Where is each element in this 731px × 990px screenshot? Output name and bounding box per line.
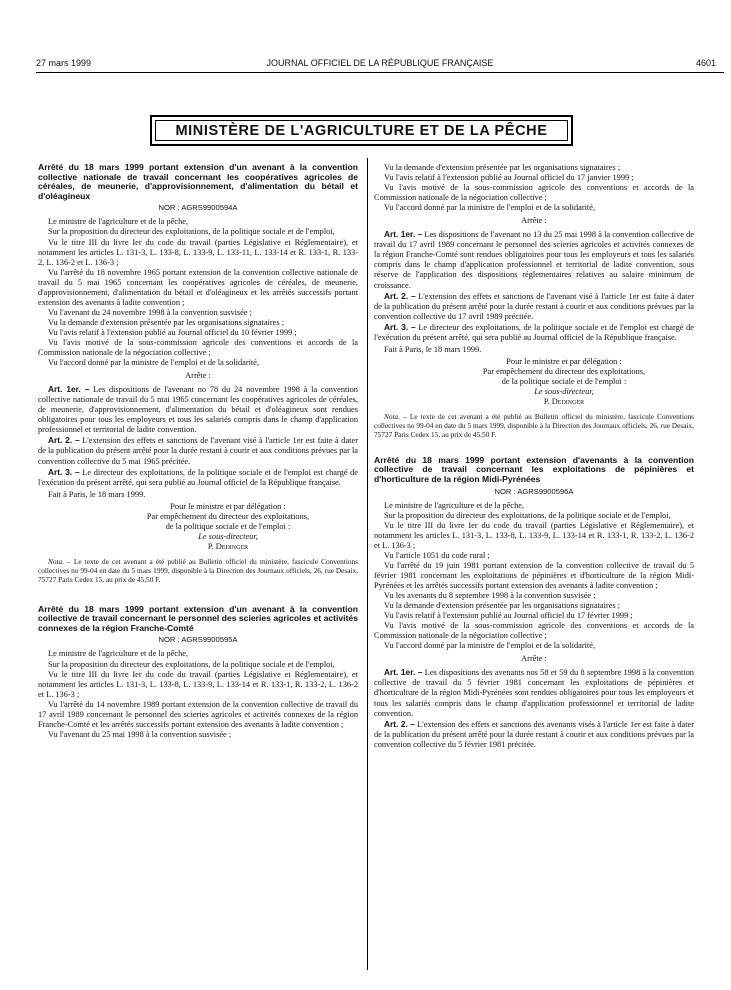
signature-line: Par empêchement du directeur des exploitations, xyxy=(146,511,310,521)
article-label: Art. 1er. – xyxy=(48,384,90,395)
decree-title: Arrêté du 18 mars 1999 portant extension d'un avenant à la convention collective de travail concernant le personnel des scieries agricoles et activités connexes de la région Franche-Comté xyxy=(38,603,358,633)
article-label: Art. 1er. – xyxy=(384,229,423,240)
paragraph: Vu l'accord donné par la ministre de l'emploi et de la solidarité, xyxy=(48,358,260,368)
article-text: L'extension des effets et sanctions de l'avenant visé à l'article 1er est faite à dater de la publication du présent arrêté pour la durée restant à courir et aux conditions prévues par la convention collective du 17 avril 1989 précitée. xyxy=(374,291,694,321)
signature-line: Pour le ministre et par délégation : xyxy=(506,356,622,366)
nor-reference: NOR : AGRS9900595A xyxy=(158,635,238,645)
signatory-name: P. Dedinger xyxy=(207,541,249,551)
article-label: Art. 1er. – xyxy=(384,667,423,678)
paragraph: Le ministre de l'agriculture et de la pêche, xyxy=(384,500,525,510)
article-text: L'extension des effets et sanctions de l'avenant visé à l'article 1er est faite à dater de la publication du présent arrêté pour la durée restant à courir et aux conditions prévues par la convention collective du 5 mai 1965 précitée. xyxy=(38,436,358,466)
nota: Nota. – Le texte de cet avenant a été publié au Bulletin officiel du ministère, fascicule Conventions collectives no 99-04 en date du 5 mars 1999, disponible à la Direction des Journaux officiels, 26, rue Desaix, 75727 Paris Cedex 15, au prix de 45,50 F. xyxy=(38,556,358,584)
paragraph: Vu l'avenant du 25 mai 1998 à la convention susvisée ; xyxy=(48,729,232,739)
article-text: Le directeur des exploitations, de la politique sociale et de l'emploi est chargé de l'exécution du présent arrêté, qui sera publié au Journal officiel de la République française. xyxy=(374,322,694,342)
nor-reference: NOR : AGRS9900594A xyxy=(158,203,238,213)
paragraph: Vu l'avis relatif à l'extension publié au Journal officiel du 17 janvier 1999 ; xyxy=(384,173,634,183)
ministry-title: MINISTÈRE DE L'AGRICULTURE ET DE LA PÊCHE xyxy=(155,120,568,141)
paragraph: Vu l'accord donné par la ministre de l'emploi et de la solidarité, xyxy=(384,641,596,651)
nor-reference: NOR : AGRS9900596A xyxy=(494,486,574,496)
paragraph: Vu l'avis relatif à l'extension publié au Journal officiel du 10 février 1999 ; xyxy=(48,327,297,337)
article xyxy=(374,291,694,322)
article-label: Art. 3. – xyxy=(48,466,80,477)
signature-block xyxy=(38,502,358,552)
paragraph: Vu le titre III du livre Ier du code du travail (parties Législative et Réglementaire), et notamment les articles L. 131-3, L. 133-8, L. 133-9, L. 133-14 et R. 133-1, R. 133-2, L. 136-2 et L. 136-3 ; xyxy=(374,520,694,550)
article xyxy=(374,229,694,290)
header-page-number: 4601 xyxy=(695,58,716,68)
decree-title: Arrêté du 18 mars 1999 portant extension d'avenants à la convention collective de travail concernant les exploitations de pépinières et d'horticulture de la région Midi-Pyrénées xyxy=(374,454,694,484)
article-text: L'extension des effets et sanctions des avenants visés à l'article 1er est faite à dater de la publication du présent arrêté pour la durée restant à courir et aux conditions prévues par la convention collective du 5 février 1981 précitée. xyxy=(374,719,694,749)
article xyxy=(38,467,358,488)
paragraph: Vu l'avis motivé de la sous-commission agricole des conventions et accords de la Commission nationale de la négociation collective ; xyxy=(374,183,694,203)
signature-title: Le sous-directeur, xyxy=(198,531,258,541)
fait-a-paris: Fait à Paris, le 18 mars 1999. xyxy=(384,344,482,354)
signature-title: Le sous-directeur, xyxy=(534,386,594,396)
signature-line: de la politique sociale et de l'emploi : xyxy=(501,376,627,386)
article-label: Art. 2. – xyxy=(384,290,416,301)
header-date: 27 mars 1999 xyxy=(36,58,92,68)
paragraph: Sur la proposition du directeur des exploitations, de la politique sociale et de l'emploi, xyxy=(48,659,335,669)
paragraph: Vu l'avis motivé de la sous-commission agricole des conventions et accords de la Commission nationale de la négociation collective ; xyxy=(374,621,694,641)
ministry-box xyxy=(150,115,573,146)
paragraph: Vu la demande d'extension présentée par les organisations signataires ; xyxy=(48,317,285,327)
paragraph: Vu le titre III du livre Ier du code du travail (parties Législative et Réglementaire), et notamment les articles L. 131-3, L. 133-8, L. 133-9, L. 133-14 et R. 133-1, R. 133-2, L. 136-2 et L. 136-3 ; xyxy=(38,669,358,699)
paragraph: Vu l'avenant du 24 novembre 1998 à la convention susvisée ; xyxy=(48,307,252,317)
article xyxy=(38,384,358,435)
paragraph: Le ministre de l'agriculture et de la pêche, xyxy=(48,649,189,659)
article-label: Art. 3. – xyxy=(384,321,416,332)
paragraph: Sur la proposition du directeur des exploitations, de la politique sociale et de l'emploi, xyxy=(48,227,335,237)
paragraph: Vu les avenants du 8 septembre 1998 à la convention susvisée ; xyxy=(384,591,596,601)
fait-a-paris: Fait à Paris, le 18 mars 1999. xyxy=(48,489,146,499)
signature-line: de la politique sociale et de l'emploi : xyxy=(165,521,291,531)
paragraph: Vu la demande d'extension présentée par les organisations signataires ; xyxy=(384,163,621,172)
article-label: Art. 2. – xyxy=(384,718,415,729)
paragraph: Sur la proposition du directeur des exploitations, de la politique sociale et de l'emploi, xyxy=(384,510,671,520)
article-label: Art. 2. – xyxy=(48,435,80,446)
paragraph: Vu l'arrêté du 19 juin 1981 portant extension de la convention collective de travail du 5 février 1981 concernant les exploitations de pépinières et d'horticulture de la région Midi-Pyrénées et les arrêtés successifs portant extension des avenants à ladite convention ; xyxy=(374,560,694,590)
column-divider xyxy=(367,158,368,970)
signature-line: Pour le ministre et par délégation : xyxy=(170,501,286,511)
paragraph: Vu le titre III du livre Ier du code du travail (parties Législative et Réglementaire), et notamment les articles L. 131-3, L. 133-8, L. 133-9, L. 133-11, L. 133-14 et R. 133-1, R. 133-2, L. 136-2 et L. 136-3 ; xyxy=(38,237,358,267)
decree-title: Arrêté du 18 mars 1999 portant extension d'un avenant à la convention collective nationale de travail concernant les coopératives agricoles de céréales, de meunerie, d'approvisionnement, d'alimentation du bétail et d'oléagineux xyxy=(38,162,358,201)
header-journal-title: JOURNAL OFFICIEL DE LA RÉPUBLIQUE FRANÇAISE xyxy=(266,58,494,68)
header-rule xyxy=(36,72,724,73)
left-column xyxy=(38,163,358,740)
article xyxy=(374,322,694,343)
article xyxy=(374,719,694,750)
article-text: Les dispositions des avenants nos 58 et 59 du 8 septembre 1998 à la convention collective de travail du 5 février 1981 concernant les exploitations de pépinières et d'horticulture de la région Midi-Pyrénées sont rendues obligatoires pour tous les employeurs et tous les salariés compris dans le champ d'application professionnel et territorial de ladite convention. xyxy=(374,668,694,718)
signatory-name: P. Dedinger xyxy=(543,397,585,407)
paragraph: Vu l'accord donné par la ministre de l'emploi et de la solidarité, xyxy=(384,203,596,213)
paragraph: Vu l'arrêté du 14 novembre 1989 portant extension de la convention collective de travail du 17 avril 1989 concernant le personnel des scieries agricoles et activités connexes de la région Franche-Comté et les arrêtés successifs portant extension des avenants à ladite convention ; xyxy=(38,699,358,729)
signature-block xyxy=(374,357,694,407)
paragraph: Vu l'arrêté du 18 novembre 1965 portant extension de la convention collective nationale de travail du 5 mai 1965 concernant les coopératives agricoles de céréales, de meunerie, d'approvisionnement, d'alimentation du bétail et d'oléagineux et les arrêtés successifs portant extension des avenants à ladite convention ; xyxy=(38,267,358,307)
article-text: Les dispositions de l'avenant no 78 du 24 novembre 1998 à la convention collective nationale de travail du 5 mai 1965 concernant les coopératives agricoles de céréales, de meunerie, d'approvisionnement, d'alimentation du bétail et d'oléagineux sont rendues obligatoires pour tous les employeurs et tous les salariés compris dans le champ d'application professionnel et territorial de ladite convention. xyxy=(38,385,358,435)
page-header xyxy=(36,58,724,72)
article xyxy=(38,435,358,466)
right-column xyxy=(374,163,694,750)
signature-line: Par empêchement du directeur des exploitations, xyxy=(482,366,646,376)
arrete-heading: Arrête : xyxy=(185,371,211,381)
article-text: Les dispositions de l'avenant no 13 du 25 mai 1998 à la convention collective de travail du 17 avril 1989 concernant le personnel des scieries agricoles et activités connexes de la région Franche-Comté sont rendues obligatoires pour tous les employeurs et tous les salariés compris dans le champ d'application professionnel et territorial de ladite convention, sous réserve de l'application des dispositions réglementaires relatives au salaire minimum de croissance. xyxy=(374,230,694,290)
nota: Nota. – Le texte de cet avenant a été publié au Bulletin officiel du ministère, fascicule Conventions collectives no 99-04 en date du 5 mars 1999, disponible à la Direction des Journaux officiels, 26, rue Desaix, 75727 Paris Cedex 15, au prix de 45,50 F. xyxy=(374,412,694,439)
paragraph: Vu l'avis relatif à l'extension publié au Journal officiel du 17 février 1999 ; xyxy=(384,611,633,621)
arrete-heading: Arrête : xyxy=(521,216,547,226)
paragraph: Vu l'avis motivé de la sous-commission agricole des conventions et accords de la Commission nationale de la négociation collective ; xyxy=(38,337,358,358)
arrete-heading: Arrête : xyxy=(521,654,547,664)
paragraph: Vu la demande d'extension présentée par les organisations signataires ; xyxy=(384,601,621,611)
article xyxy=(374,667,694,718)
paragraph: Le ministre de l'agriculture et de la pêche, xyxy=(48,217,189,227)
paragraph: Vu l'article 1051 du code rural ; xyxy=(384,550,490,560)
article-text: Le directeur des exploitations, de la politique sociale et de l'emploi est chargé de l'exécution du présent arrêté, qui sera publié au Journal officiel de la République française. xyxy=(38,467,358,487)
